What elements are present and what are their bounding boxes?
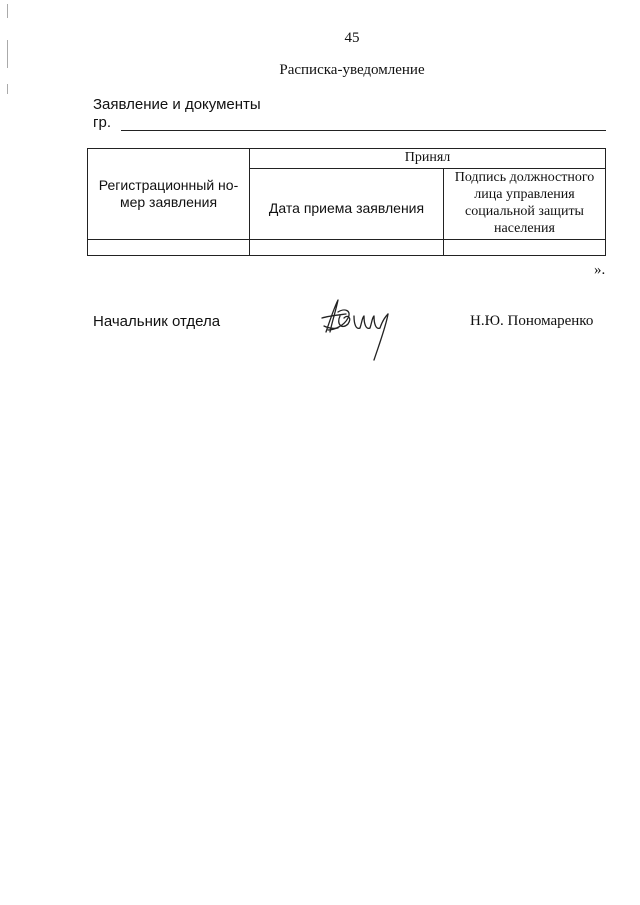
header-registration-number: Регистрационный но-мер заявления [88, 149, 250, 240]
handwritten-signature [316, 296, 396, 362]
registration-table [87, 148, 606, 256]
signatory-name: Н.Ю. Пономаренко [470, 313, 594, 329]
citizen-label: гр. [93, 114, 111, 131]
citizen-name-line [121, 130, 606, 131]
header-accepted: Принял [250, 149, 606, 169]
header-official-signature: Подпись должностного лица управления социальной защиты населения [444, 169, 606, 240]
intro-text: Заявление и документы [93, 96, 261, 113]
table-cell [88, 240, 250, 256]
scan-artifact [7, 84, 8, 94]
table-cell [250, 240, 444, 256]
page-number: 45 [344, 30, 360, 46]
scan-artifact [7, 40, 8, 68]
closing-quote-mark: ». [594, 262, 606, 278]
header-acceptance-date: Дата приема заявления [250, 169, 444, 240]
table-cell [444, 240, 606, 256]
scan-artifact [7, 4, 8, 18]
table-row [88, 240, 606, 256]
document-title: Расписка-уведомление [279, 62, 425, 78]
official-position: Начальник отдела [93, 313, 221, 330]
